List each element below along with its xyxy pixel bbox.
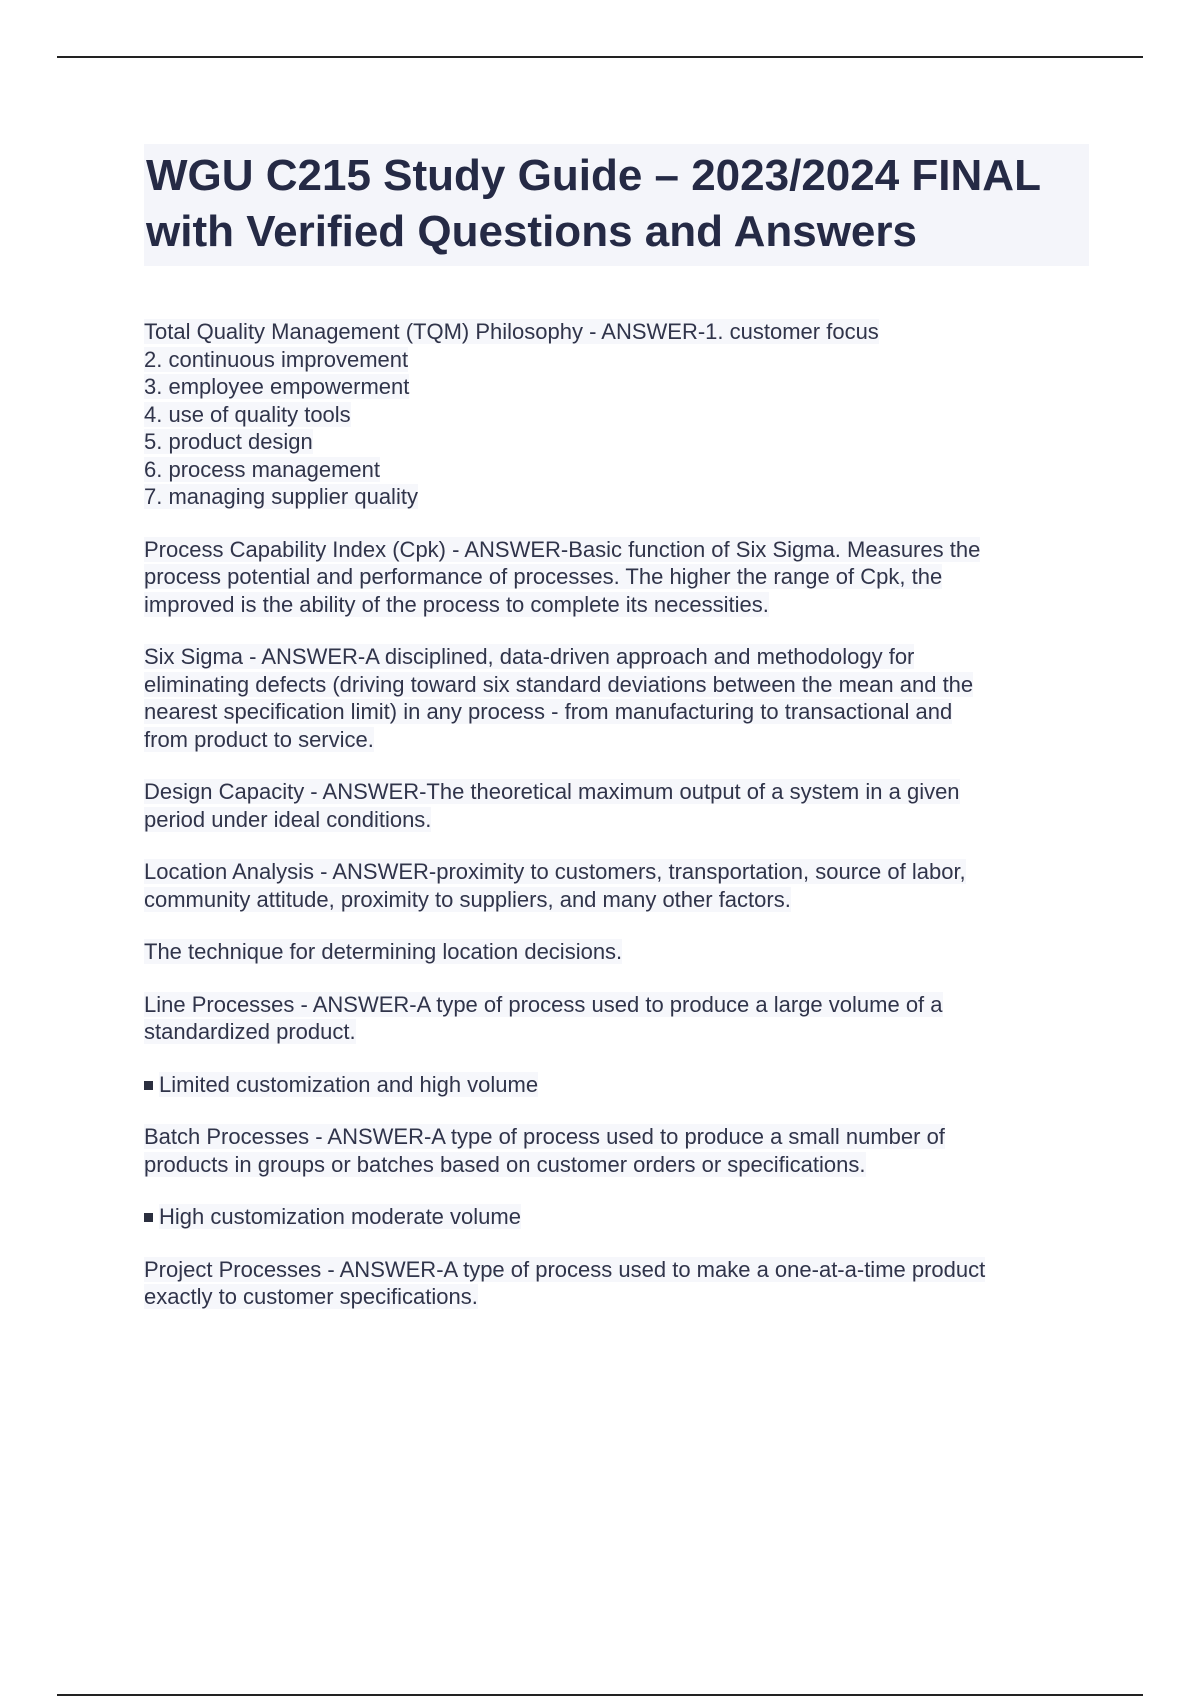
entry-line-text: improved is the ability of the process to complete its necessities. [144,591,769,617]
entry-line [144,1123,1089,1151]
qa-entry [144,778,1089,833]
top-rule [57,56,1143,58]
entry-line-text: exactly to customer specifications. [144,1284,478,1309]
entry-line [144,858,1089,886]
qa-entry [144,1256,1089,1311]
entry-line [144,806,1089,834]
entry-line-text: The technique for determining location decisions. [144,939,623,964]
entry-line [144,373,1089,401]
qa-entry [144,318,1089,511]
entry-line [144,456,1089,484]
entry-line-text: from product to service. [144,726,374,752]
qa-entry [144,858,1089,913]
entry-line [144,726,1089,754]
entry-line-text: 7. managing supplier quality [144,484,418,509]
entry-line [144,428,1089,456]
entry-line [144,886,1089,914]
entry-line-text: 3. employee empowerment [144,374,410,399]
entry-line-text: 4. use of quality tools [144,401,351,427]
entry-line-text: Design Capacity - ANSWER-The theoretical maximum output of a system in a given [144,779,960,804]
entry-line-text: Six Sigma - ANSWER-A disciplined, data-driven approach and methodology for [144,644,915,669]
entry-line-text: eliminating defects (driving toward six standard deviations between the mean and the [144,671,974,697]
entry-line-text: nearest specification limit) in any process - from manufacturing to transactional and [144,699,953,724]
entry-line [144,346,1089,374]
qa-entries [144,318,1089,1311]
entry-line [144,938,1089,966]
entry-line-text: Process Capability Index (Cpk) - ANSWER-Basic function of Six Sigma. Measures the [144,536,981,562]
entry-line-text: community attitude, proximity to suppliers, and many other factors. [144,886,791,912]
entry-line-text: Location Analysis - ANSWER-proximity to customers, transportation, source of labor, [144,859,966,884]
entry-line [144,643,1089,671]
entry-line [144,1256,1089,1284]
bullet-text: Limited customization and high volume [159,1071,539,1097]
entry-line [144,778,1089,806]
entry-line [144,401,1089,429]
entry-line [144,991,1089,1019]
bullet-note [144,1203,1089,1231]
square-bullet-icon [144,1213,153,1222]
entry-line-text: Total Quality Management (TQM) Philosophy - ANSWER-1. customer focus [144,319,879,344]
title-block [144,144,1089,266]
entry-line [144,1018,1089,1046]
qa-entry [144,1123,1089,1178]
entry-line-text: products in groups or batches based on customer orders or specifications. [144,1151,866,1177]
entry-line [144,536,1089,564]
entry-line [144,483,1089,511]
entry-line-text: process potential and performance of processes. The higher the range of Cpk, the [144,564,943,589]
entry-line [144,318,1089,346]
entry-line [144,1151,1089,1179]
qa-entry [144,643,1089,753]
entry-line [144,591,1089,619]
entry-line [144,671,1089,699]
qa-entry [144,536,1089,619]
entry-line-text: 6. process management [144,456,381,482]
entry-line [144,563,1089,591]
bullet-note [144,1071,1089,1099]
entry-line-text: 2. continuous improvement [144,346,409,372]
square-bullet-icon [144,1081,153,1090]
entry-line-text: period under ideal conditions. [144,806,432,832]
document-body [144,144,1089,1336]
entry-line-text: Project Processes - ANSWER-A type of process used to make a one-at-a-time product [144,1256,986,1282]
bullet-text: High customization moderate volume [159,1204,521,1229]
entry-line-text: Line Processes - ANSWER-A type of process used to produce a large volume of a [144,991,943,1017]
qa-entry [144,938,1089,966]
qa-entry [144,991,1089,1046]
entry-line [144,698,1089,726]
document-title: WGU C215 Study Guide – 2023/2024 FINAL with Verified Questions and Answers [146,151,1041,256]
bottom-rule [57,1694,1143,1696]
entry-line-text: 5. product design [144,429,313,454]
entry-line-text: standardized product. [144,1019,356,1044]
entry-line-text: Batch Processes - ANSWER-A type of process used to produce a small number of [144,1124,945,1149]
entry-line [144,1283,1089,1311]
